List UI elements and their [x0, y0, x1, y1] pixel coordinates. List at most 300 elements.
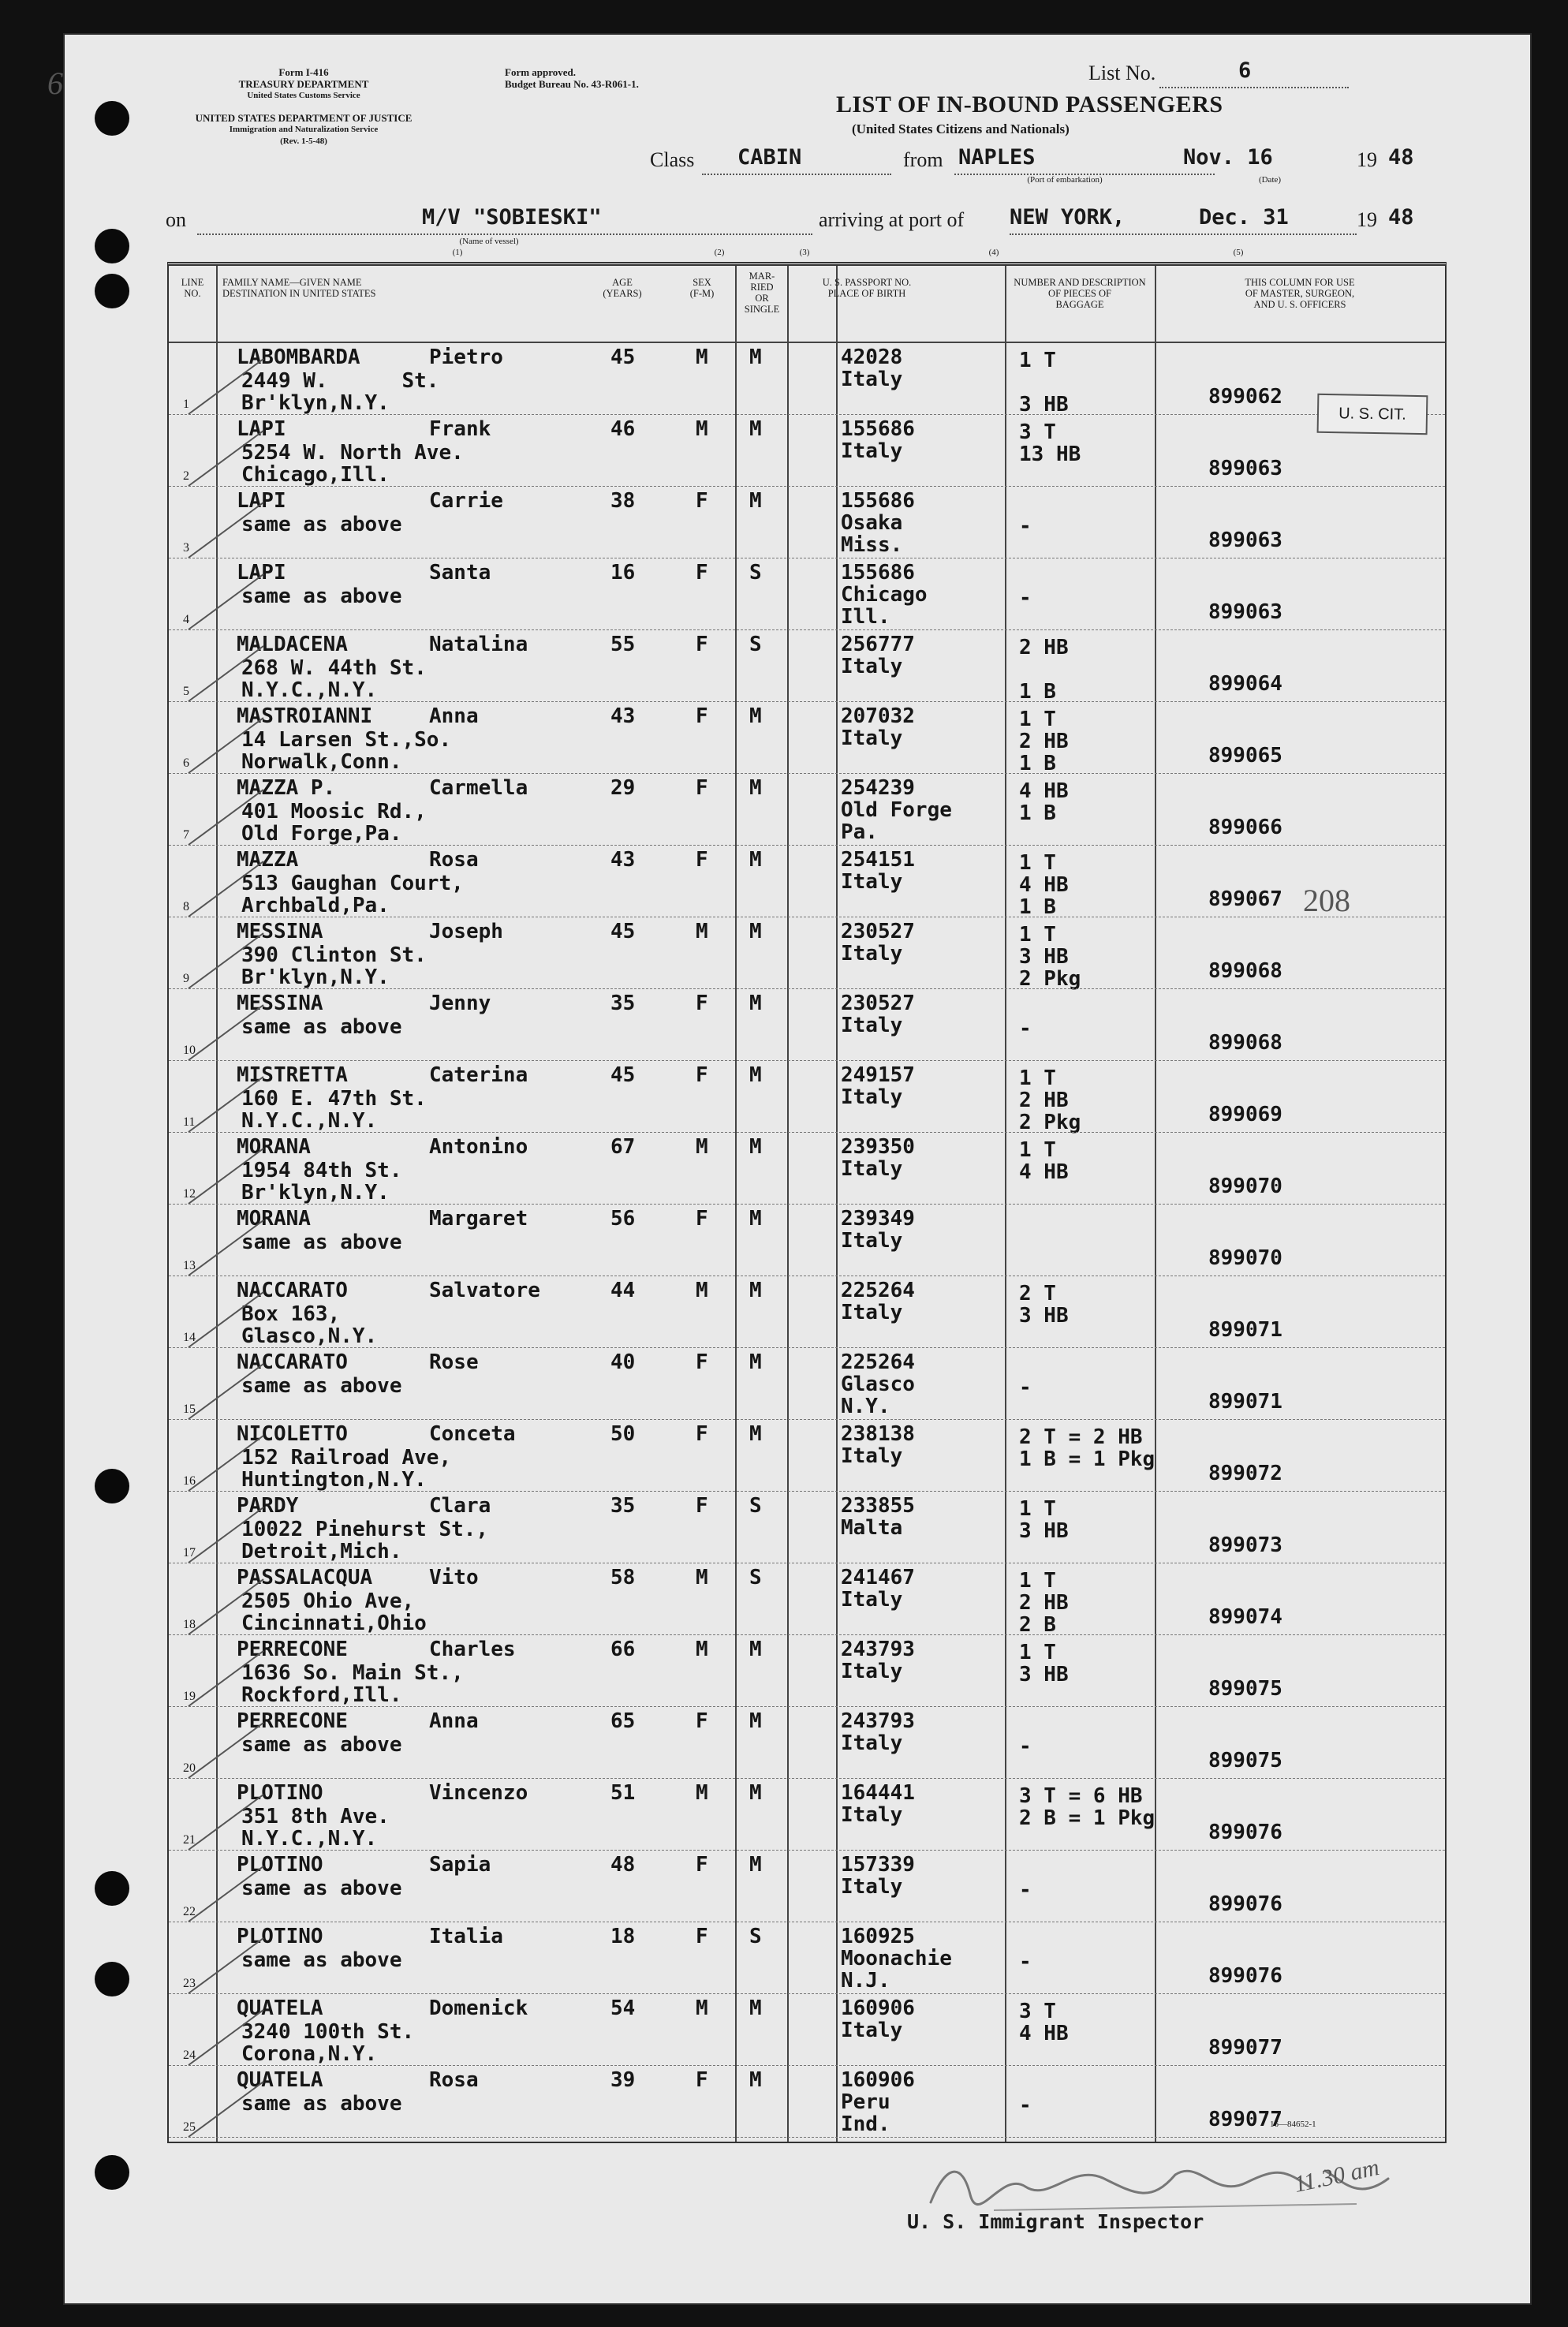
sex: M — [696, 1566, 708, 1589]
passenger-table — [167, 262, 1447, 2143]
baggage: 4 HB 1 B — [1019, 779, 1069, 825]
table-row — [169, 1205, 1445, 1276]
marital-status: M — [749, 1781, 762, 1805]
family-name: MAZZA — [237, 848, 299, 872]
table-row — [169, 1348, 1445, 1420]
age: 54 — [610, 1996, 636, 2020]
age: 46 — [610, 417, 636, 441]
baggage: 3 T = 6 HB 2 B = 1 Pkg — [1019, 1784, 1155, 1830]
table-row — [169, 1851, 1445, 1922]
destination: 401 Moosic Rd., Old Forge,Pa. — [241, 800, 427, 846]
departure-year: 48 — [1388, 145, 1414, 170]
baggage: 1 T 4 HB — [1019, 1138, 1069, 1184]
destination: 513 Gaughan Court, Archbald,Pa. — [241, 872, 464, 917]
line-number: 20 — [183, 1761, 196, 1775]
marital-status: M — [749, 992, 762, 1015]
line-number: 1 — [183, 398, 189, 411]
officer-number: 899064 — [1208, 672, 1282, 696]
officer-number: 899071 — [1208, 1390, 1282, 1414]
baggage: 1 T 3 HB — [1019, 1641, 1069, 1686]
officer-number: 899063 — [1208, 600, 1282, 624]
given-name: Santa — [429, 561, 491, 585]
header-name: FAMILY NAME—GIVEN NAME DESTINATION IN UNITED STATES — [222, 277, 376, 299]
destination: 3240 100th St. Corona,N.Y. — [241, 2020, 415, 2066]
destination: same as above — [241, 1015, 402, 1039]
sex: F — [696, 1350, 708, 1374]
baggage: 1 T 2 HB 2 Pkg — [1019, 1066, 1081, 1134]
given-name: Rose — [429, 1350, 479, 1374]
tally-mark — [185, 1571, 271, 1642]
destination: 2505 Ohio Ave, Cincinnati,Ohio — [241, 1589, 427, 1635]
marital-status: M — [749, 776, 762, 800]
passport-birthplace: 225264 Italy — [841, 1279, 915, 1324]
binder-hole — [95, 274, 129, 308]
column-number: (5) — [1233, 248, 1244, 257]
from-label: from — [903, 148, 943, 171]
tally-mark — [185, 638, 271, 709]
table-row — [169, 415, 1445, 487]
tally-mark — [185, 2074, 271, 2145]
column-number: (1) — [452, 248, 463, 257]
sex: F — [696, 848, 708, 872]
destination: 1636 So. Main St., Rockford,Ill. — [241, 1661, 464, 1707]
line-number: 4 — [183, 613, 189, 626]
baggage: 1 T 3 HB — [1019, 349, 1069, 416]
age: 43 — [610, 848, 636, 872]
given-name: Anna — [429, 704, 479, 728]
marital-status: M — [749, 1279, 762, 1302]
tally-mark — [185, 1858, 271, 1929]
family-name: LAPI — [237, 561, 286, 585]
officer-number: 899075 — [1208, 1749, 1282, 1772]
inspection-time: 11.30 am — [1291, 2153, 1382, 2198]
marital-status: S — [749, 561, 762, 585]
family-name: MESSINA — [237, 992, 323, 1015]
passport-birthplace: 155686 Chicago Ill. — [841, 561, 928, 629]
passport-birthplace: 243793 Italy — [841, 1709, 915, 1755]
passport-birthplace: 230527 Italy — [841, 920, 915, 966]
line-number: 25 — [183, 2120, 196, 2134]
line-number: 19 — [183, 1690, 196, 1703]
sex: F — [696, 561, 708, 585]
family-name: LAPI — [237, 489, 286, 513]
baggage: - — [1019, 1950, 1032, 1974]
baggage: - — [1019, 1376, 1032, 1399]
line-number: 13 — [183, 1259, 196, 1272]
marital-status: S — [749, 1494, 762, 1518]
arrival-year-prefix: 19 — [1357, 208, 1377, 231]
binder-hole — [95, 1469, 129, 1503]
family-name: PASSALACQUA — [237, 1566, 373, 1589]
baggage: 1 T 3 HB — [1019, 1497, 1069, 1543]
tally-mark — [185, 1284, 271, 1355]
table-row — [169, 630, 1445, 702]
tally-mark — [185, 1787, 271, 1858]
tally-mark — [185, 1500, 271, 1571]
family-name: PLOTINO — [237, 1853, 323, 1877]
inspector-title: U. S. Immigrant Inspector — [907, 2210, 1204, 2233]
sex: F — [696, 1207, 708, 1231]
given-name: Jenny — [429, 992, 491, 1015]
line-number: 11 — [183, 1115, 196, 1129]
given-name: Italia — [429, 1925, 503, 1948]
binder-hole — [95, 229, 129, 263]
sex: M — [696, 1135, 708, 1159]
officer-number: 899076 — [1208, 1821, 1282, 1844]
passport-birthplace: 160906 Peru Ind. — [841, 2068, 915, 2136]
from-value: NAPLES — [958, 145, 1036, 170]
officer-number: 899076 — [1208, 1964, 1282, 1988]
header-line-no: LINE NO. — [181, 277, 204, 299]
date-note: (Date) — [1258, 175, 1282, 185]
tally-mark — [185, 1643, 271, 1714]
passport-birthplace: 238138 Italy — [841, 1422, 915, 1468]
departure-year-prefix: 19 — [1357, 148, 1377, 171]
baggage: - — [1019, 2094, 1032, 2117]
given-name: Charles — [429, 1638, 516, 1661]
print-code: 16—84652-1 — [1270, 2120, 1316, 2129]
header-officers: THIS COLUMN FOR USE OF MASTER, SURGEON, AND U. S. OFFICERS — [1245, 277, 1355, 310]
marital-status: M — [749, 1638, 762, 1661]
age: 67 — [610, 1135, 636, 1159]
revision-label: (Rev. 1-5-48) — [280, 136, 327, 146]
marital-status: M — [749, 1996, 762, 2020]
table-row — [169, 917, 1445, 989]
line-number: 5 — [183, 685, 189, 698]
destination: 1954 84th St. Br'klyn,N.Y. — [241, 1159, 402, 1205]
family-name: NACCARATO — [237, 1350, 348, 1374]
departure-date: Nov. 16 — [1183, 145, 1273, 170]
baggage: 1 T 4 HB 1 B — [1019, 851, 1069, 919]
row-divider — [169, 2137, 1445, 2138]
family-name: PLOTINO — [237, 1781, 323, 1805]
table-row — [169, 1707, 1445, 1779]
header-married: MAR- RIED OR SINGLE — [744, 271, 780, 315]
age: 44 — [610, 1279, 636, 1302]
baggage: 2 T 3 HB — [1019, 1282, 1069, 1328]
marital-status: M — [749, 1709, 762, 1733]
given-name: Frank — [429, 417, 491, 441]
binder-hole — [95, 101, 129, 136]
family-name: MISTRETTA — [237, 1063, 348, 1087]
arrival-date: Dec. 31 — [1199, 205, 1289, 230]
passport-birthplace: 239350 Italy — [841, 1135, 915, 1181]
officer-number: 899077 — [1208, 2108, 1282, 2131]
table-row — [169, 2066, 1445, 2138]
marital-status: S — [749, 1566, 762, 1589]
baggage: 3 T 4 HB — [1019, 2000, 1069, 2045]
baggage: - — [1019, 1878, 1032, 1902]
sex: F — [696, 1063, 708, 1087]
arriving-label: arriving at port of — [819, 208, 965, 231]
baggage: 1 T 2 HB 1 B — [1019, 708, 1069, 775]
table-row — [169, 558, 1445, 630]
tally-mark — [185, 782, 271, 853]
line-number: 10 — [183, 1044, 196, 1057]
passport-birthplace: 207032 Italy — [841, 704, 915, 750]
given-name: Domenick — [429, 1996, 528, 2020]
age: 40 — [610, 1350, 636, 1374]
on-label: on — [166, 208, 186, 231]
marital-status: M — [749, 1135, 762, 1159]
destination: same as above — [241, 513, 402, 536]
age: 66 — [610, 1638, 636, 1661]
marital-status: M — [749, 920, 762, 943]
family-name: MASTROIANNI — [237, 704, 373, 728]
officer-number: 899066 — [1208, 816, 1282, 839]
marital-status: M — [749, 1853, 762, 1877]
line-number: 2 — [183, 469, 189, 483]
officer-number: 899062 — [1208, 385, 1282, 409]
age: 29 — [610, 776, 636, 800]
passport-birthplace: 157339 Italy — [841, 1853, 915, 1899]
tally-mark — [185, 1715, 271, 1786]
table-row — [169, 1061, 1445, 1133]
destination: 390 Clinton St. Br'klyn,N.Y. — [241, 943, 427, 989]
class-label: Class — [650, 148, 695, 171]
list-number-label: List No. — [1088, 62, 1156, 84]
marital-status: S — [749, 633, 762, 656]
family-name: LAPI — [237, 417, 286, 441]
baggage: 1 T 2 HB 2 B — [1019, 1569, 1069, 1637]
passport-birthplace: 233855 Malta — [841, 1494, 915, 1540]
tally-mark — [185, 495, 271, 566]
tally-mark — [185, 1356, 271, 1427]
sex: F — [696, 1422, 708, 1446]
given-name: Antonino — [429, 1135, 528, 1159]
us-citizen-stamp: U. S. CIT. — [1317, 394, 1428, 435]
officer-number: 899071 — [1208, 1318, 1282, 1342]
approval-note — [505, 66, 639, 90]
binder-hole — [95, 2155, 129, 2190]
tally-mark — [185, 997, 271, 1068]
vessel-name: M/V "SOBIESKI" — [422, 205, 602, 230]
marital-status: M — [749, 1063, 762, 1087]
marital-status: M — [749, 346, 762, 369]
table-row — [169, 487, 1445, 558]
baggage: 2 T = 2 HB 1 B = 1 Pkg — [1019, 1425, 1155, 1471]
line-number: 8 — [183, 900, 189, 913]
given-name: Anna — [429, 1709, 479, 1733]
destination: 14 Larsen St.,So. Norwalk,Conn. — [241, 728, 452, 774]
header-passport: U. S. PASSPORT NO. PLACE OF BIRTH — [822, 277, 912, 299]
line-number: 21 — [183, 1833, 196, 1847]
destination: same as above — [241, 2092, 402, 2116]
passport-birthplace: 160906 Italy — [841, 1996, 915, 2042]
destination: Box 163, Glasco,N.Y. — [241, 1302, 378, 1348]
class-value: CABIN — [737, 145, 802, 170]
passport-birthplace: 42028 Italy — [841, 346, 903, 391]
age: 38 — [610, 489, 636, 513]
marital-status: M — [749, 1207, 762, 1231]
passport-birthplace: 254239 Old Forge Pa. — [841, 776, 952, 844]
sex: F — [696, 992, 708, 1015]
age: 65 — [610, 1709, 636, 1733]
table-row — [169, 343, 1445, 415]
table-row — [169, 774, 1445, 846]
tally-mark — [185, 1930, 271, 2001]
passport-birthplace: 241467 Italy — [841, 1566, 915, 1612]
age: 58 — [610, 1566, 636, 1589]
officer-number: 899075 — [1208, 1677, 1282, 1701]
sex: F — [696, 704, 708, 728]
destination: same as above — [241, 1733, 402, 1757]
baggage: 1 T 3 HB 2 Pkg — [1019, 923, 1081, 991]
sex: M — [696, 920, 708, 943]
sex: M — [696, 1781, 708, 1805]
age: 43 — [610, 704, 636, 728]
passport-birthplace: 254151 Italy — [841, 848, 915, 894]
baggage: - — [1019, 1017, 1032, 1040]
arrival-year: 48 — [1388, 205, 1414, 230]
age: 35 — [610, 1494, 636, 1518]
baggage: - — [1019, 514, 1032, 538]
officer-number: 899072 — [1208, 1462, 1282, 1485]
officer-number: 899067 — [1208, 887, 1282, 911]
doj-label: UNITED STATES DEPARTMENT OF JUSTICE — [195, 112, 413, 124]
tally-mark — [185, 1212, 271, 1283]
line-number: 24 — [183, 2049, 196, 2062]
destination: same as above — [241, 1374, 402, 1398]
family-name: PERRECONE — [237, 1638, 348, 1661]
officer-number: 899063 — [1208, 529, 1282, 552]
page-title: LIST OF IN-BOUND PASSENGERS — [836, 92, 1223, 118]
family-name: PARDY — [237, 1494, 299, 1518]
destination: 160 E. 47th St. N.Y.C.,N.Y. — [241, 1087, 427, 1133]
table-row — [169, 1922, 1445, 1994]
passport-birthplace: 160925 Moonachie N.J. — [841, 1925, 952, 1993]
marital-status: M — [749, 1350, 762, 1374]
list-number: 6 — [1238, 58, 1252, 83]
family-name: MALDACENA — [237, 633, 348, 656]
passport-birthplace: 243793 Italy — [841, 1638, 915, 1683]
age: 50 — [610, 1422, 636, 1446]
embarkation-note: (Port of embarkation) — [1027, 175, 1103, 185]
form-approved: Form approved. — [505, 66, 577, 78]
tally-mark — [185, 1428, 271, 1499]
age: 51 — [610, 1781, 636, 1805]
officer-number: 899069 — [1208, 1103, 1282, 1126]
marital-status: M — [749, 704, 762, 728]
destination: same as above — [241, 1231, 402, 1254]
passport-birthplace: 155686 Italy — [841, 417, 915, 463]
table-row — [169, 702, 1445, 774]
family-name: LABOMBARDA — [237, 346, 360, 369]
age: 45 — [610, 920, 636, 943]
family-name: MESSINA — [237, 920, 323, 943]
passport-birthplace: 155686 Osaka Miss. — [841, 489, 915, 557]
given-name: Caterina — [429, 1063, 528, 1087]
binder-hole — [95, 1962, 129, 1996]
sex: F — [696, 633, 708, 656]
table-row — [169, 1994, 1445, 2066]
marital-status: M — [749, 1422, 762, 1446]
destination: 5254 W. North Ave. Chicago,Ill. — [241, 441, 464, 487]
age: 39 — [610, 2068, 636, 2092]
given-name: Rosa — [429, 2068, 479, 2092]
given-name: Conceta — [429, 1422, 516, 1446]
sex: F — [696, 1494, 708, 1518]
line-number: 7 — [183, 828, 189, 842]
baggage: - — [1019, 1735, 1032, 1758]
table-row — [169, 846, 1445, 917]
age: 35 — [610, 992, 636, 1015]
destination: 351 8th Ave. N.Y.C.,N.Y. — [241, 1805, 390, 1851]
destination: 10022 Pinehurst St., Detroit,Mich. — [241, 1518, 489, 1563]
destination: same as above — [241, 1877, 402, 1900]
family-name: MORANA — [237, 1207, 311, 1231]
age: 45 — [610, 1063, 636, 1087]
column-number: (4) — [988, 248, 999, 257]
binder-hole — [95, 1871, 129, 1906]
customs-service: United States Customs Service — [247, 91, 360, 100]
officer-number: 899073 — [1208, 1533, 1282, 1557]
tally-mark — [185, 1141, 271, 1212]
officer-number: 899074 — [1208, 1605, 1282, 1629]
given-name: Rosa — [429, 848, 479, 872]
given-name: Natalina — [429, 633, 528, 656]
form-header — [205, 66, 402, 102]
marital-status: M — [749, 2068, 762, 2092]
table-row — [169, 989, 1445, 1061]
ins-label: Immigration and Naturalization Service — [229, 125, 379, 134]
sex: M — [696, 1279, 708, 1302]
table-row — [169, 1563, 1445, 1635]
line-number: 12 — [183, 1187, 196, 1201]
line-number: 17 — [183, 1546, 196, 1559]
sex: M — [696, 1996, 708, 2020]
tally-mark — [185, 1069, 271, 1140]
given-name: Joseph — [429, 920, 503, 943]
family-name: PLOTINO — [237, 1925, 323, 1948]
given-name: Margaret — [429, 1207, 528, 1231]
age: 45 — [610, 346, 636, 369]
given-name: Vito — [429, 1566, 479, 1589]
destination: same as above — [241, 1948, 402, 1972]
age: 55 — [610, 633, 636, 656]
destination: 2449 W. St. Br'klyn,N.Y. — [241, 369, 439, 415]
passport-birthplace: 256777 Italy — [841, 633, 915, 678]
line-number: 14 — [183, 1331, 196, 1344]
manifest-page — [47, 33, 1532, 2305]
family-name: QUATELA — [237, 2068, 323, 2092]
tally-mark — [185, 351, 271, 422]
age: 56 — [610, 1207, 636, 1231]
baggage: - — [1019, 586, 1032, 610]
given-name: Pietro — [429, 346, 503, 369]
marital-status: S — [749, 1925, 762, 1948]
table-row — [169, 1420, 1445, 1492]
treasury-department: TREASURY DEPARTMENT — [238, 78, 369, 90]
officer-number: 899065 — [1208, 744, 1282, 768]
sex: F — [696, 776, 708, 800]
sex: M — [696, 1638, 708, 1661]
passport-birthplace: 225264 Glasco N.Y. — [841, 1350, 915, 1418]
family-name: MAZZA P. — [237, 776, 336, 800]
sex: M — [696, 417, 708, 441]
tally-mark — [185, 423, 271, 494]
family-name: NACCARATO — [237, 1279, 348, 1302]
column-number: (3) — [799, 248, 810, 257]
officer-number: 899068 — [1208, 1031, 1282, 1055]
sex: F — [696, 1925, 708, 1948]
marital-status: M — [749, 417, 762, 441]
age: 48 — [610, 1853, 636, 1877]
given-name: Carmella — [429, 776, 528, 800]
line-number: 18 — [183, 1618, 196, 1631]
table-row — [169, 1276, 1445, 1348]
family-name: MORANA — [237, 1135, 311, 1159]
